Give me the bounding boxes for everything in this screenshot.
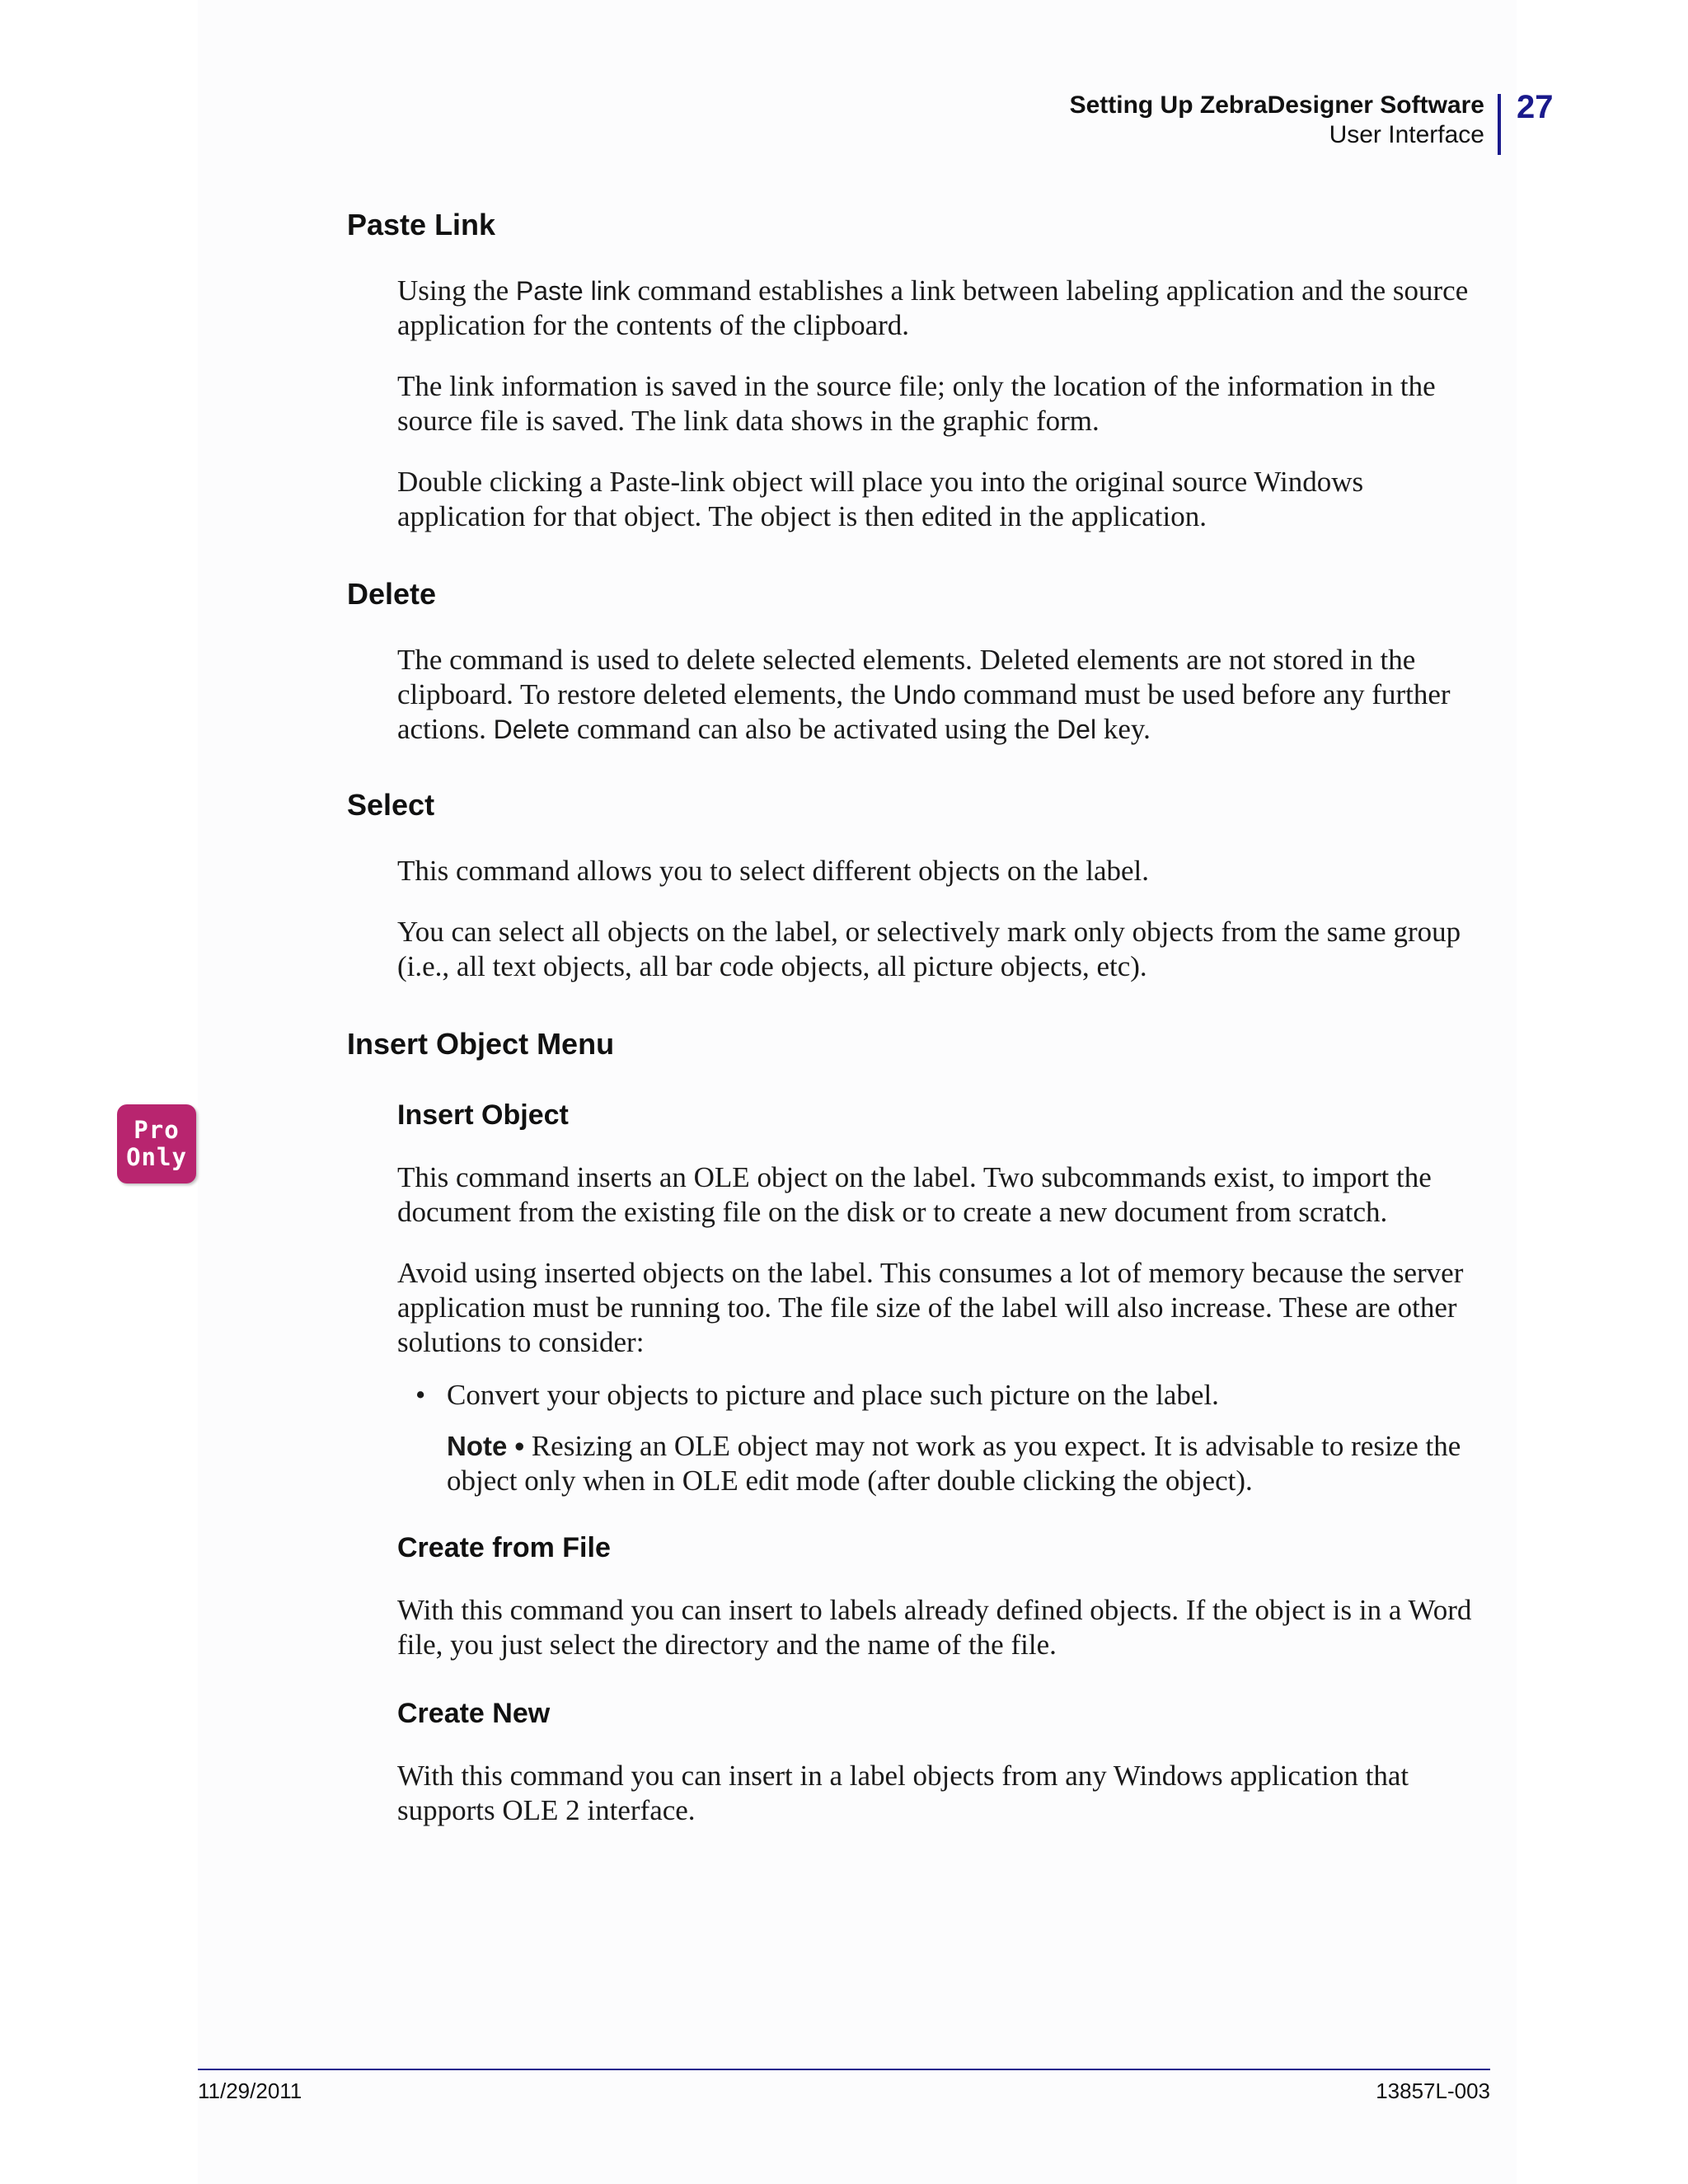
bullet-item-convert: Convert your objects to picture and place such picture on the label. xyxy=(447,1379,1219,1411)
del-key-name: Del xyxy=(1057,715,1097,744)
footer-divider xyxy=(198,2069,1490,2070)
heading-insert-object: Insert Object xyxy=(397,1099,569,1131)
pro-badge-line-2: Only xyxy=(126,1143,187,1171)
note-ole-resize: Note • Resizing an OLE object may not work as you expect. It is advisable to resize the object only when in OLE edit mode (after double clicking the object). xyxy=(447,1430,1461,1497)
delete-paragraph: The command is used to delete selected elements. Deleted elements are not stored in the clipboard. To restore deleted elements, the Undo command must be used before any further actions. Delete command can also be activated using the Del key. xyxy=(397,644,1451,745)
chapter-title: Setting Up ZebraDesigner Software xyxy=(1069,91,1484,119)
footer-doc-number: 13857L-003 xyxy=(1376,2079,1490,2103)
heading-paste-link: Paste Link xyxy=(347,208,496,241)
select-paragraph-1: This command allows you to select different objects on the label. xyxy=(397,855,1150,887)
create-new-paragraph: With this command you can insert in a label objects from any Windows application that supports OLE 2 interface. xyxy=(397,1760,1409,1826)
footer-date: 11/29/2011 xyxy=(198,2079,302,2103)
delete-command-name: Delete xyxy=(493,715,570,744)
paste-link-paragraph-3: Double clicking a Paste-link object will place you into the original source Windows application for that object. The object is then edited in the application. xyxy=(397,466,1364,532)
running-header xyxy=(1070,91,1484,150)
header-divider xyxy=(1498,94,1501,155)
heading-create-new: Create New xyxy=(397,1698,551,1729)
heading-create-from-file: Create from File xyxy=(397,1532,611,1563)
insert-object-paragraph-1: This command inserts an OLE object on the label. Two subcommands exist, to import the document from the existing file on the disk or to create a new document from scratch. xyxy=(397,1161,1432,1228)
create-from-file-paragraph: With this command you can insert to labels already defined objects. If the object is in a Word file, you just select the directory and the name of the file. xyxy=(397,1594,1472,1661)
select-paragraph-2: You can select all objects on the label, or selectively mark only objects from the same group (i.e., all text objects, all bar code objects, all picture objects, etc). xyxy=(397,916,1461,982)
heading-insert-object-menu: Insert Object Menu xyxy=(347,1027,615,1061)
heading-select: Select xyxy=(347,788,435,822)
section-title: User Interface xyxy=(1329,121,1484,148)
pro-only-badge xyxy=(117,1104,196,1183)
page-number: 27 xyxy=(1517,89,1554,125)
paste-link-command-name: Paste link xyxy=(515,276,631,306)
note-label: Note • xyxy=(447,1431,525,1461)
undo-command-name: Undo xyxy=(893,680,956,710)
paste-link-paragraph-1: Using the Paste link command establishes a link between labeling application and the source application for the contents of the clipboard. xyxy=(397,274,1469,341)
heading-delete: Delete xyxy=(347,577,437,611)
insert-object-paragraph-2: Avoid using inserted objects on the label. This consumes a lot of memory because the server application must be running too. The file size of the label will also increase. These are other solutions to consider: xyxy=(397,1257,1464,1358)
bullet-marker: • xyxy=(415,1379,426,1411)
paste-link-paragraph-2: The link information is saved in the source file; only the location of the information in the source file is saved. The link data shows in the graphic form. xyxy=(397,370,1436,437)
pro-badge-line-1: Pro xyxy=(134,1116,180,1144)
